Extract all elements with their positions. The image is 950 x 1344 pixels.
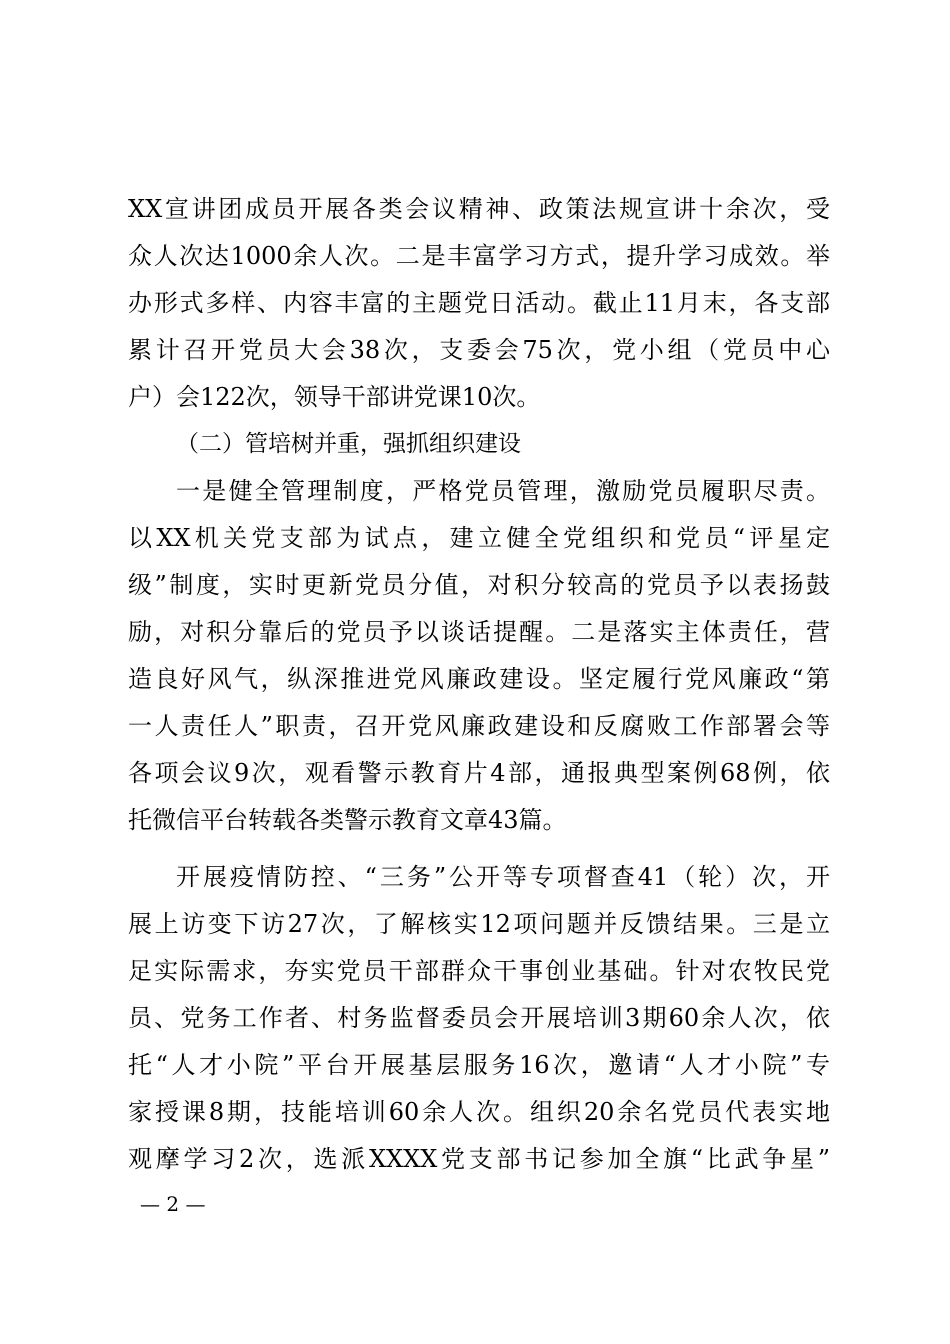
section-heading: （二）管培树并重，强抓组织建设 — [176, 431, 521, 457]
text-line-17: 足实际需求，夯实党员干部群众干事创业基础。针对农牧民党 — [128, 957, 830, 985]
text-line-12: 一人责任人”职责，召开党风廉政建设和反腐败工作部署会等 — [128, 712, 830, 740]
text-line-16: 展上访变下访27次，了解核实12项问题并反馈结果。三是立 — [128, 910, 830, 938]
text-line-3: 办形式多样、内容丰富的主题党日活动。截止11月末，各支部 — [128, 289, 830, 317]
text-line-8: 以XX机关党支部为试点，建立健全党组织和党员“评星定 — [128, 524, 830, 552]
text-line-14: 托微信平台转载各类警示教育文章43篇。 — [128, 806, 567, 834]
text-line-19: 托“人才小院”平台开展基层服务16次，邀请“人才小院”专 — [128, 1051, 830, 1079]
page-number: — 2 — — [140, 1192, 206, 1216]
text-line-18: 员、党务工作者、村务监督委员会开展培训3期60余人次，依 — [128, 1004, 830, 1032]
text-line-2: 众人次达1000余人次。二是丰富学习方式，提升学习成效。举 — [128, 242, 830, 270]
text-line-11: 造良好风气，纵深推进党风廉政建设。坚定履行党风廉政“第 — [128, 665, 830, 693]
text-line-4: 累计召开党员大会38次，支委会75次，党小组（党员中心 — [128, 336, 830, 364]
text-line-20: 家授课8期，技能培训60余人次。组织20余名党员代表实地 — [128, 1098, 830, 1126]
text-line-1: XX宣讲团成员开展各类会议精神、政策法规宣讲十余次，受 — [128, 195, 830, 223]
text-line-21: 观摩学习2次，选派XXXX党支部书记参加全旗“比武争星” — [128, 1145, 830, 1173]
text-line-15: 开展疫情防控、“三务”公开等专项督查41（轮）次，开 — [176, 863, 830, 891]
text-line-13: 各项会议9次，观看警示教育片4部，通报典型案例68例，依 — [128, 759, 830, 787]
text-line-10: 励，对积分靠后的党员予以谈话提醒。二是落实主体责任，营 — [128, 618, 830, 646]
text-line-7: 一是健全管理制度，严格党员管理，激励党员履职尽责。 — [176, 477, 830, 505]
text-line-5: 户）会122次，领导干部讲党课10次。 — [128, 383, 541, 411]
document-body — [128, 186, 830, 1183]
text-line-9: 级”制度，实时更新党员分值，对积分较高的党员予以表扬鼓 — [128, 571, 830, 599]
paragraph-gap — [128, 844, 830, 854]
